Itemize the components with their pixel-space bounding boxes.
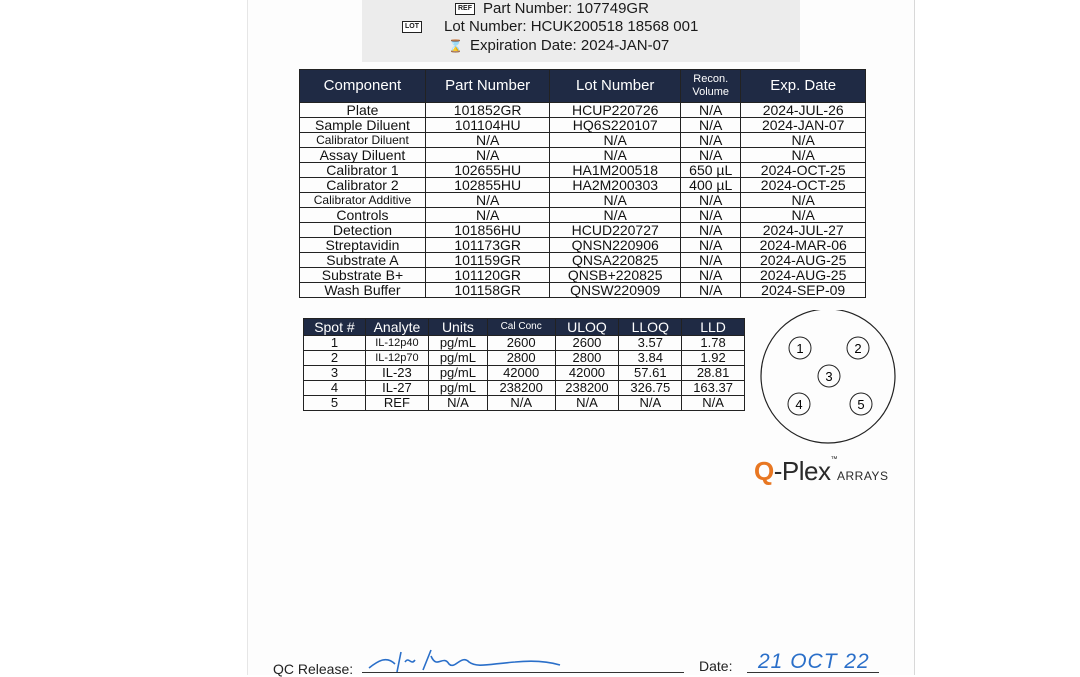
component-cell: N/A	[681, 193, 741, 208]
spot-table-header	[304, 319, 745, 336]
well-spot-diagram	[755, 310, 905, 450]
spot-table	[303, 318, 745, 411]
component-cell: Sample Diluent	[300, 118, 426, 133]
component-cell: 2024-SEP-09	[741, 283, 866, 298]
component-row	[300, 283, 866, 298]
component-cell: N/A	[550, 208, 681, 223]
spot-cell: 1.92	[682, 351, 745, 366]
spot-cell: 2	[304, 351, 366, 366]
spot-cell: 163.37	[682, 381, 745, 396]
spot-row	[304, 336, 745, 351]
spot-row	[304, 396, 745, 411]
component-cell: QNSA220825	[550, 253, 681, 268]
component-cell: N/A	[425, 193, 549, 208]
component-cell: N/A	[550, 133, 681, 148]
component-cell: N/A	[681, 103, 741, 118]
component-cell: N/A	[550, 193, 681, 208]
col-header: Part Number	[425, 70, 549, 103]
component-cell: 400 µL	[681, 178, 741, 193]
component-cell: N/A	[741, 133, 866, 148]
component-row	[300, 133, 866, 148]
component-cell: QNSW220909	[550, 283, 681, 298]
component-cell: Plate	[300, 103, 426, 118]
col-header: ULOQ	[555, 319, 619, 336]
col-header: Lot Number	[550, 70, 681, 103]
col-header: Cal Conc	[487, 319, 555, 336]
component-cell: N/A	[681, 238, 741, 253]
component-cell: Streptavidin	[300, 238, 426, 253]
component-cell: Calibrator Diluent	[300, 133, 426, 148]
spot-cell: 5	[304, 396, 366, 411]
component-cell: Wash Buffer	[300, 283, 426, 298]
spot-cell: N/A	[682, 396, 745, 411]
component-cell: QNSB+220825	[550, 268, 681, 283]
component-cell: 102655HU	[425, 163, 549, 178]
component-cell: N/A	[681, 118, 741, 133]
svg-text:3: 3	[825, 369, 833, 384]
spot-cell: 1	[304, 336, 366, 351]
spot-5-marker	[850, 393, 872, 415]
spot-cell: 57.61	[619, 366, 682, 381]
component-cell: N/A	[425, 133, 549, 148]
spot-row	[304, 366, 745, 381]
component-cell: HCUD220727	[550, 223, 681, 238]
component-table	[299, 69, 866, 298]
component-cell: 101158GR	[425, 283, 549, 298]
lot-number: Lot Number: HCUK200518 18568 001	[444, 18, 699, 35]
component-row	[300, 178, 866, 193]
logo-plex: -Plex	[773, 456, 831, 486]
q-plex-logo	[754, 456, 888, 487]
spot-cell: N/A	[555, 396, 619, 411]
component-row	[300, 253, 866, 268]
handwritten-date: 21 OCT 22	[758, 650, 870, 673]
component-row	[300, 103, 866, 118]
spot-cell: pg/mL	[429, 381, 488, 396]
expiration-date: Expiration Date: 2024-JAN-07	[470, 37, 670, 54]
part-number-line	[455, 0, 649, 17]
component-cell: N/A	[681, 223, 741, 238]
component-cell: N/A	[425, 208, 549, 223]
component-cell: 101173GR	[425, 238, 549, 253]
component-cell: HA2M200303	[550, 178, 681, 193]
component-cell: Calibrator 1	[300, 163, 426, 178]
spot-cell: IL-27	[365, 381, 428, 396]
component-table-header	[300, 70, 866, 103]
component-cell: 2024-JAN-07	[741, 118, 866, 133]
spot-cell: 1.78	[682, 336, 745, 351]
component-cell: N/A	[681, 208, 741, 223]
component-row	[300, 118, 866, 133]
component-cell: 2024-AUG-25	[741, 268, 866, 283]
qc-release-label: QC Release:	[273, 661, 354, 677]
component-cell: N/A	[741, 193, 866, 208]
component-cell: HQ6S220107	[550, 118, 681, 133]
svg-text:1: 1	[796, 341, 804, 356]
spot-row	[304, 381, 745, 396]
col-header: LLD	[682, 319, 745, 336]
col-header: Analyte	[365, 319, 428, 336]
expiration-line	[448, 37, 669, 54]
component-cell: Assay Diluent	[300, 148, 426, 163]
spot-cell: 42000	[487, 366, 555, 381]
component-cell: 101120GR	[425, 268, 549, 283]
component-cell: N/A	[425, 148, 549, 163]
component-cell: Substrate B+	[300, 268, 426, 283]
component-cell: N/A	[550, 148, 681, 163]
spot-cell: IL-12p40	[365, 336, 428, 351]
spot-cell: N/A	[619, 396, 682, 411]
spot-cell: pg/mL	[429, 351, 488, 366]
spot-2-marker	[847, 337, 869, 359]
svg-text:2: 2	[854, 341, 862, 356]
spot-cell: N/A	[487, 396, 555, 411]
component-cell: Detection	[300, 223, 426, 238]
spot-cell: 2800	[487, 351, 555, 366]
component-row	[300, 208, 866, 223]
component-cell: 101104HU	[425, 118, 549, 133]
part-number: Part Number: 107749GR	[483, 0, 649, 17]
spot-1-marker	[789, 337, 811, 359]
component-cell: N/A	[681, 283, 741, 298]
col-header: Units	[429, 319, 488, 336]
spot-3-marker	[818, 365, 840, 387]
component-cell: 2024-OCT-25	[741, 178, 866, 193]
spot-cell: 3	[304, 366, 366, 381]
spot-cell: 42000	[555, 366, 619, 381]
spot-cell: 2600	[555, 336, 619, 351]
svg-text:5: 5	[857, 397, 865, 412]
spot-cell: pg/mL	[429, 336, 488, 351]
logo-q: Q	[754, 456, 774, 486]
component-cell: 2024-AUG-25	[741, 253, 866, 268]
col-header: Exp. Date	[741, 70, 866, 103]
component-row	[300, 148, 866, 163]
component-row	[300, 223, 866, 238]
spot-cell: 3.57	[619, 336, 682, 351]
component-cell: 2024-MAR-06	[741, 238, 866, 253]
spot-cell: N/A	[429, 396, 488, 411]
spot-cell: pg/mL	[429, 366, 488, 381]
lot-number-line	[402, 18, 698, 35]
component-cell: N/A	[741, 208, 866, 223]
component-row	[300, 193, 866, 208]
spot-cell: IL-23	[365, 366, 428, 381]
spot-cell: 2600	[487, 336, 555, 351]
col-header: LLOQ	[619, 319, 682, 336]
col-header: Spot #	[304, 319, 366, 336]
spot-row	[304, 351, 745, 366]
component-cell: Calibrator Additive	[300, 193, 426, 208]
component-cell: HA1M200518	[550, 163, 681, 178]
component-cell: 102855HU	[425, 178, 549, 193]
hourglass-icon: ⌛	[448, 38, 463, 53]
component-cell: N/A	[681, 148, 741, 163]
spot-cell: 4	[304, 381, 366, 396]
logo-trademark: ™	[830, 456, 837, 463]
logo-arrays: ARRAYS	[836, 469, 889, 483]
spot-cell: 3.84	[619, 351, 682, 366]
component-cell: 101856HU	[425, 223, 549, 238]
spot-cell: 2800	[555, 351, 619, 366]
component-cell: 2024-JUL-26	[741, 103, 866, 118]
spot-cell: IL-12p70	[365, 351, 428, 366]
spot-cell: 238200	[487, 381, 555, 396]
col-header: Recon. Volume	[681, 70, 741, 103]
component-cell: QNSN220906	[550, 238, 681, 253]
spot-cell: 326.75	[619, 381, 682, 396]
component-cell: HCUP220726	[550, 103, 681, 118]
svg-text:4: 4	[795, 397, 803, 412]
component-cell: N/A	[741, 148, 866, 163]
component-cell: 101159GR	[425, 253, 549, 268]
date-label: Date:	[699, 658, 733, 674]
component-cell: 650 µL	[681, 163, 741, 178]
component-cell: Calibrator 2	[300, 178, 426, 193]
spot-cell: 238200	[555, 381, 619, 396]
component-cell: N/A	[681, 268, 741, 283]
spot-cell: 28.81	[682, 366, 745, 381]
component-row	[300, 238, 866, 253]
spot-4-marker	[788, 393, 810, 415]
component-cell: N/A	[681, 253, 741, 268]
component-cell: Substrate A	[300, 253, 426, 268]
component-cell: N/A	[681, 133, 741, 148]
component-cell: 2024-JUL-27	[741, 223, 866, 238]
ref-symbol-icon: REF	[455, 3, 475, 15]
component-cell: Controls	[300, 208, 426, 223]
lot-symbol-icon: LOT	[402, 21, 422, 33]
component-cell: 2024-OCT-25	[741, 163, 866, 178]
qc-signature	[365, 648, 565, 675]
component-row	[300, 163, 866, 178]
component-cell: 101852GR	[425, 103, 549, 118]
component-row	[300, 268, 866, 283]
col-header: Component	[300, 70, 426, 103]
spot-cell: REF	[365, 396, 428, 411]
